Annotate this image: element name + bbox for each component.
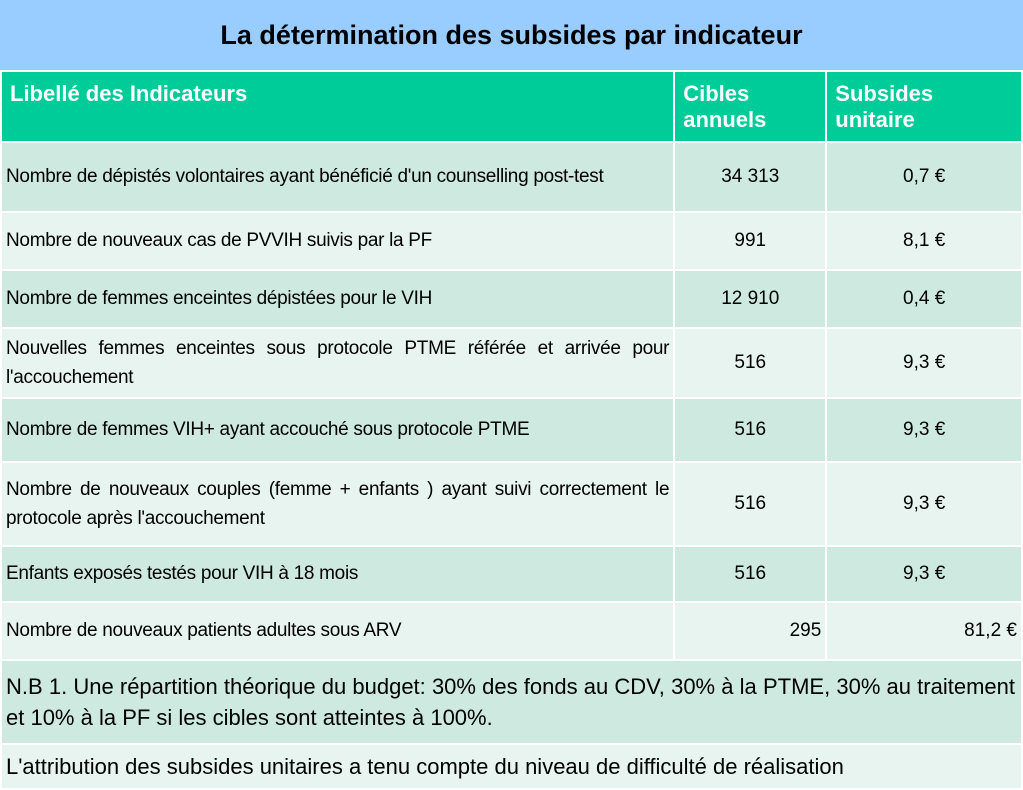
row-cible: 295: [674, 602, 826, 660]
title-bar: [0, 0, 1023, 70]
indicators-table: [0, 70, 1023, 790]
row-cible: 516: [674, 546, 826, 602]
table-row: [1, 398, 1022, 462]
table-row: [1, 212, 1022, 270]
row-label: Nombre de dépistés volontaires ayant bénéficié d'un counselling post-test: [1, 142, 674, 212]
header-cibles: Cibles annuels: [674, 71, 826, 142]
row-label: Nombre de nouveaux cas de PVVIH suivis par la PF: [1, 212, 674, 270]
row-subside: 0,7 €: [826, 142, 1022, 212]
attribution-note: L'attribution des subsides unitaires a tenu compte du niveau de difficulté de réalisation: [1, 744, 1022, 789]
table-row: [1, 602, 1022, 660]
row-subside: 8,1 €: [826, 212, 1022, 270]
row-cible: 516: [674, 398, 826, 462]
row-label: Nouvelles femmes enceintes sous protocole PTME référée et arrivée pour l'accouchement: [1, 328, 674, 398]
header-libelle: Libellé des Indicateurs: [1, 71, 674, 142]
row-label: Nombre de nouveaux couples (femme + enfants ) ayant suivi correctement le protocole après l'accouchement: [1, 462, 674, 546]
table-row: [1, 270, 1022, 328]
page-title: La détermination des subsides par indicateur: [220, 19, 803, 50]
row-subside: 0,4 €: [826, 270, 1022, 328]
row-label: Nombre de nouveaux patients adultes sous ARV: [1, 602, 674, 660]
row-cible: 516: [674, 328, 826, 398]
row-cible: 12 910: [674, 270, 826, 328]
row-cible: 516: [674, 462, 826, 546]
row-subside: 9,3 €: [826, 546, 1022, 602]
row-label: Nombre de femmes enceintes dépistées pour le VIH: [1, 270, 674, 328]
table-row: [1, 328, 1022, 398]
row-subside: 9,3 €: [826, 328, 1022, 398]
header-subsides: Subsides unitaire: [826, 71, 1022, 142]
budget-note: N.B 1. Une répartition théorique du budget: 30% des fonds au CDV, 30% à la PTME, 30% au traitement et 10% à la PF si les cibles sont atteintes à 100%.: [1, 660, 1022, 744]
table-row: [1, 546, 1022, 602]
row-label: Enfants exposés testés pour VIH à 18 mois: [1, 546, 674, 602]
row-cible: 991: [674, 212, 826, 270]
row-cible: 34 313: [674, 142, 826, 212]
table-row: [1, 462, 1022, 546]
row-subside: 81,2 €: [826, 602, 1022, 660]
table-header-row: [1, 71, 1022, 142]
table-row: [1, 660, 1022, 744]
row-subside: 9,3 €: [826, 398, 1022, 462]
row-subside: 9,3 €: [826, 462, 1022, 546]
table-row: [1, 142, 1022, 212]
row-label: Nombre de femmes VIH+ ayant accouché sous protocole PTME: [1, 398, 674, 462]
